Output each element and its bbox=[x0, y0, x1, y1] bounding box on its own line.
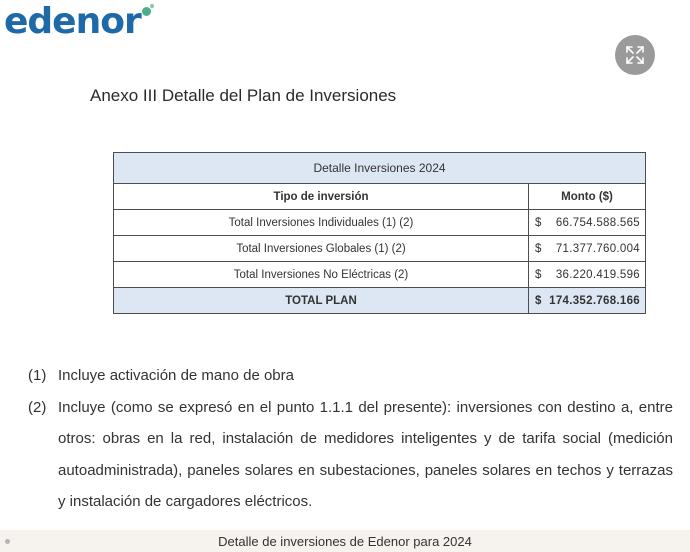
column-header-type: Tipo de inversión bbox=[114, 184, 529, 210]
table-row bbox=[114, 262, 646, 288]
expand-button[interactable] bbox=[615, 35, 655, 75]
image-caption-bar bbox=[0, 530, 690, 552]
footnote bbox=[28, 392, 673, 518]
row-amount-cell bbox=[529, 236, 646, 262]
footnote bbox=[28, 360, 673, 392]
logo-dot-icon bbox=[142, 7, 151, 16]
total-currency: $ bbox=[535, 294, 542, 307]
row-label: Total Inversiones Globales (1) (2) bbox=[114, 236, 529, 262]
row-currency: $ bbox=[535, 242, 542, 255]
row-amount: 71.377.760.004 bbox=[555, 242, 640, 255]
footnote-text: Incluye activación de mano de obra bbox=[58, 367, 294, 384]
image-caption: Detalle de inversiones de Edenor para 2024 bbox=[218, 533, 472, 549]
table-total-row bbox=[114, 288, 646, 314]
table-row bbox=[114, 210, 646, 236]
row-amount: 66.754.588.565 bbox=[555, 216, 640, 229]
total-amount: 174.352.768.166 bbox=[549, 294, 640, 307]
total-amount-cell bbox=[529, 288, 646, 314]
total-label: TOTAL PLAN bbox=[114, 288, 529, 314]
document-title: Anexo III Detalle del Plan de Inversiones bbox=[90, 86, 397, 105]
row-currency: $ bbox=[535, 216, 542, 229]
row-amount-cell bbox=[529, 262, 646, 288]
table-row bbox=[114, 236, 646, 262]
row-label: Total Inversiones No Eléctricas (2) bbox=[114, 262, 529, 288]
table-heading-row bbox=[114, 153, 646, 184]
caption-bullet-icon bbox=[5, 539, 10, 544]
footnote-number: (2) bbox=[28, 398, 47, 416]
row-label: Total Inversiones Individuales (1) (2) bbox=[114, 210, 529, 236]
footnote-text: Incluye (como se expresó en el punto 1.1.1 del presente): inversiones con destino a, entre otros: obras en la red, instalación de medidores inteligentes y de tarifa social (medición autoadministrada), paneles solares en subestaciones, paneles solares en techos y terrazas y instalación de cargadores eléctricos. bbox=[58, 398, 673, 510]
table-heading: Detalle Inversiones 2024 bbox=[114, 153, 646, 184]
logo-text: edenor bbox=[4, 1, 141, 42]
row-amount-cell bbox=[529, 210, 646, 236]
row-currency: $ bbox=[535, 268, 542, 281]
column-header-amount: Monto ($) bbox=[529, 184, 646, 210]
expand-arrows-icon bbox=[623, 43, 647, 67]
footnotes bbox=[28, 360, 673, 518]
table-column-header-row bbox=[114, 184, 646, 210]
investment-table bbox=[113, 152, 646, 314]
footnote-number: (1) bbox=[28, 367, 47, 384]
edenor-logo bbox=[4, 2, 151, 42]
row-amount: 36.220.419.596 bbox=[555, 268, 640, 281]
